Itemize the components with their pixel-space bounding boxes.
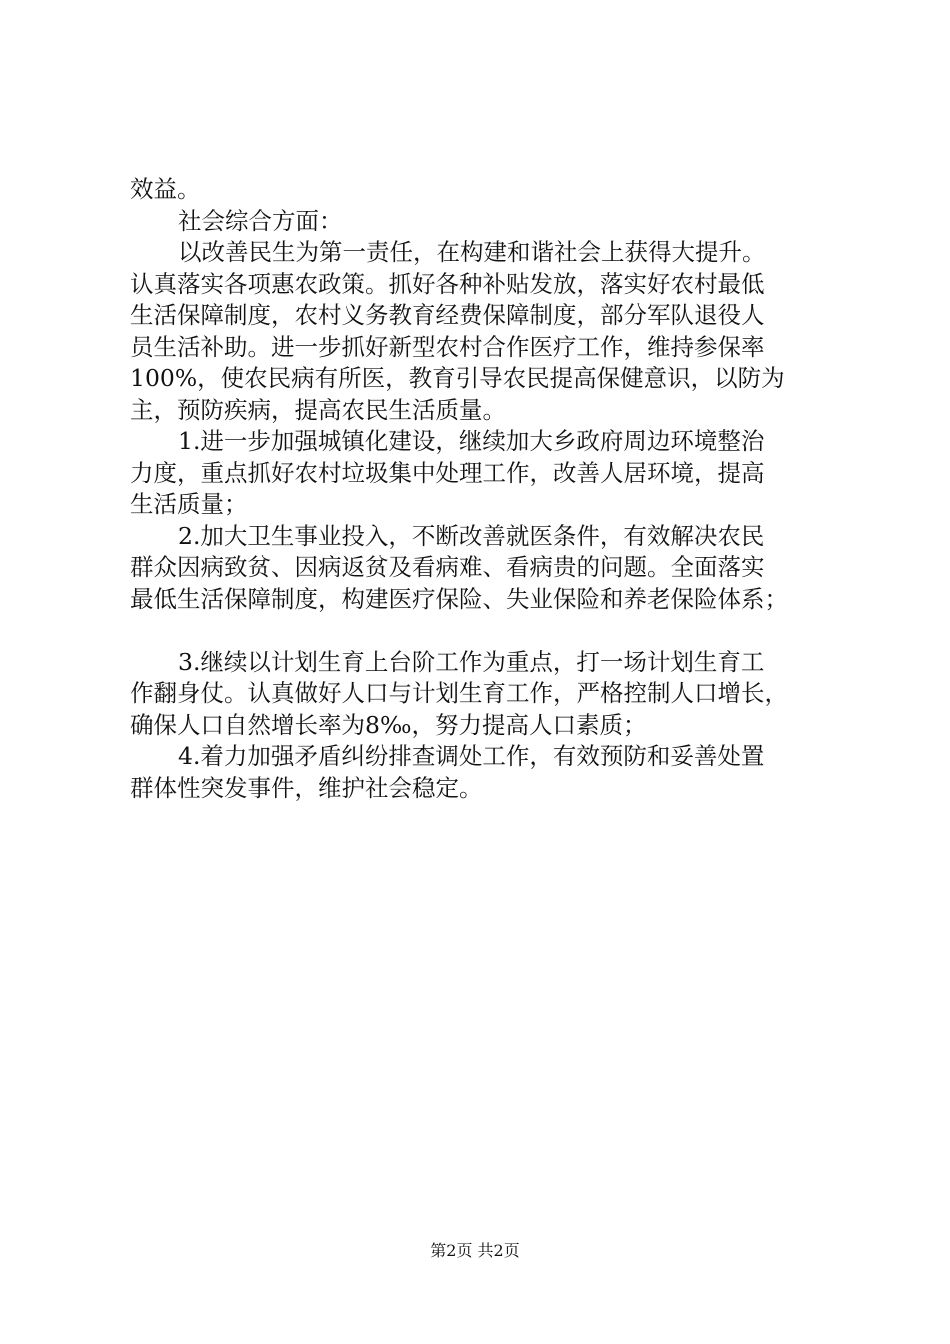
text-line: 效益。	[130, 175, 201, 203]
text-line: 群众因病致贫、因病返贫及看病难、看病贵的问题。全面落实	[130, 553, 765, 581]
page-footer: 第2页 共2页	[430, 1241, 520, 1260]
list-item-2: 2.加大卫生事业投入，不断改善就医条件，有效解决农民	[178, 521, 765, 550]
text-line: 最低生活保障制度，构建医疗保险、失业保险和养老保险体系；	[130, 584, 788, 613]
text-line: 100%，使农民病有所医，教育引导农民提高保健意识，以防为	[130, 364, 785, 392]
list-item-3: 3.继续以计划生育上台阶工作为重点，打一场计划生育工	[178, 647, 765, 676]
text-line: 认真落实各项惠农政策。抓好各种补贴发放，落实好农村最低	[130, 269, 765, 298]
text-line: 员生活补助。进一步抓好新型农村合作医疗工作，维持参保率	[130, 332, 765, 361]
text-line: 以改善民生为第一责任，在构建和谐社会上获得大提升。	[178, 238, 766, 266]
text-line: 作翻身仗。认真做好人口与计划生育工作，严格控制人口增长，	[130, 679, 788, 707]
text-line: 生活保障制度，农村义务教育经费保障制度，部分军队退役人	[130, 301, 765, 329]
section-heading: 社会综合方面：	[178, 206, 343, 235]
document-body	[130, 174, 850, 804]
text-line: 确保人口自然增长率为8‰，努力提高人口素质；	[130, 710, 647, 739]
list-item-1: 1.进一步加强城镇化建设，继续加大乡政府周边环境整治	[178, 427, 765, 455]
list-item-4: 4.着力加强矛盾纠纷排查调处工作，有效预防和妥善处置	[178, 742, 765, 770]
text-line: 生活质量；	[130, 490, 248, 518]
text-line: 主，预防疾病，提高农民生活质量。	[130, 395, 506, 424]
text-line: 力度，重点抓好农村垃圾集中处理工作，改善人居环境，提高	[130, 458, 765, 487]
text-line: 群体性突发事件，维护社会稳定。	[130, 773, 483, 802]
paragraph-gap	[130, 615, 850, 647]
